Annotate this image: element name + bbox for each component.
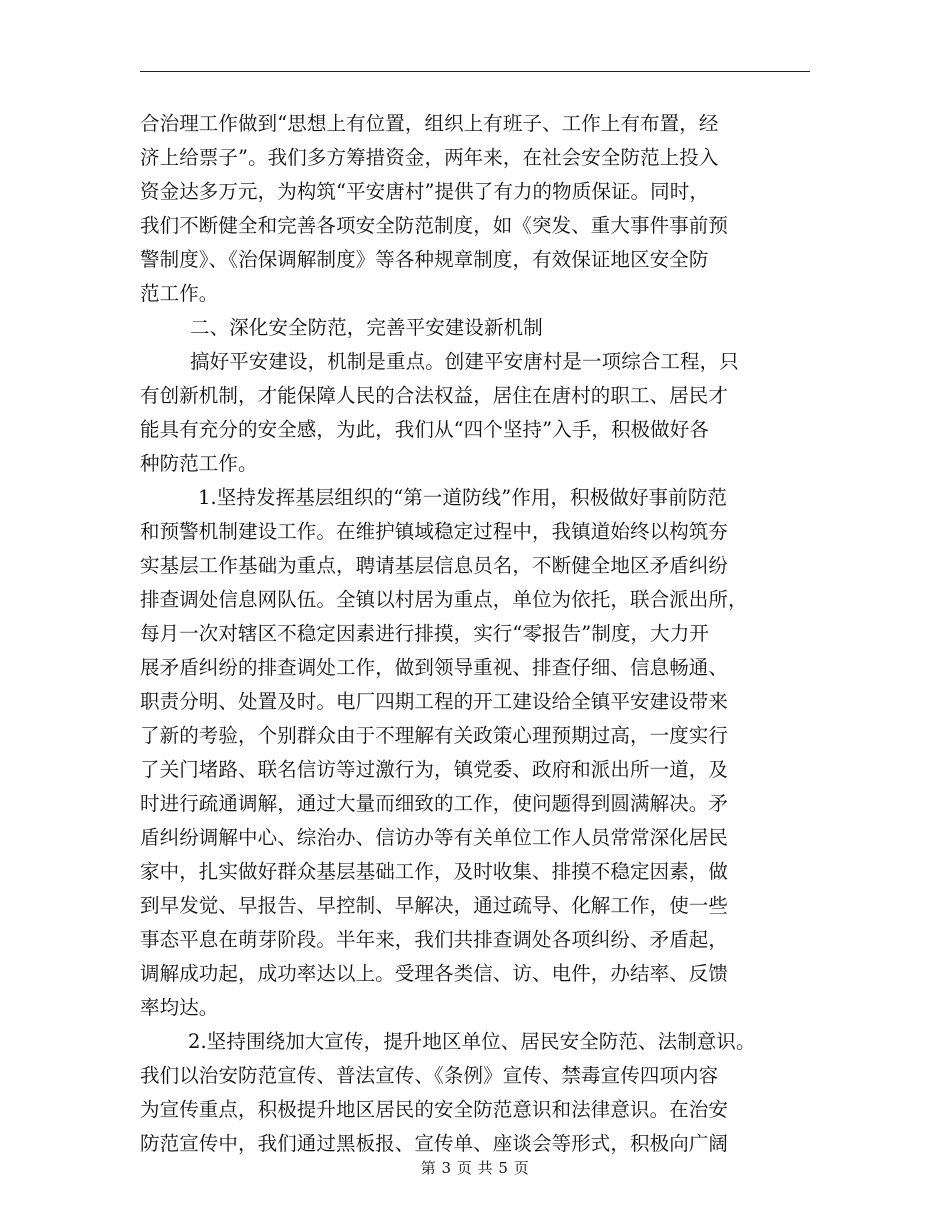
text-line: 排查调处信息网队伍。全镇以村居为重点，单位为依托，联合派出所， — [140, 588, 748, 611]
header-rule — [140, 71, 810, 72]
text-line: 时进行疏通调解，通过大量而细致的工作，使问题得到圆满解决。矛 — [140, 792, 729, 815]
section-heading: 二、深化安全防范，完善平安建设新机制 — [190, 316, 543, 339]
text-line: 和预警机制建设工作。在维护镇域稳定过程中，我镇道始终以构筑夯 — [140, 520, 729, 543]
text-line: 防范宣传中，我们通过黑板报、宣传单、座谈会等形式，积极向广阔 — [140, 1132, 729, 1155]
text-line: 到早发觉、早报告、早控制、早解决，通过疏导、化解工作，使一些 — [140, 894, 729, 917]
text-line: 每月一次对辖区不稳定因素进行排摸，实行“零报告”制度，大力开 — [140, 622, 709, 645]
text-line: 展矛盾纠纷的排查调处工作，做到领导重视、排查仔细、信息畅通、 — [140, 656, 729, 679]
text-line: 实基层工作基础为重点，聘请基层信息员名，不断健全地区矛盾纠纷 — [140, 554, 729, 577]
text-line: 我们以治安防范宣传、普法宣传、《条例》宣传、禁毒宣传四项内容 — [140, 1064, 719, 1087]
text-line: 家中，扎实做好群众基层基础工作，及时收集、排摸不稳定因素，做 — [140, 860, 729, 883]
text-line: 警制度》、《治保调解制度》等各种规章制度，有效保证地区安全防 — [140, 248, 709, 271]
text-line: 有创新机制，才能保障人民的合法权益，居住在唐村的职工、居民才 — [140, 384, 729, 407]
text-line: 事态平息在萌芽阶段。半年来，我们共排查调处各项纠纷、矛盾起， — [140, 928, 729, 951]
text-line: 职责分明、处置及时。电厂四期工程的开工建设给全镇平安建设带来 — [140, 690, 729, 713]
text-line: 2.坚持围绕加大宣传，提升地区单位、居民安全防范、法制意识。 — [188, 1030, 756, 1053]
text-line: 为宣传重点，积极提升地区居民的安全防范意识和法律意识。在治安 — [140, 1098, 729, 1121]
text-line: 搞好平安建设，机制是重点。创建平安唐村是一项综合工程，只 — [190, 350, 739, 373]
text-line: 我们不断健全和完善各项安全防范制度，如《突发、重大事件事前预 — [140, 214, 729, 237]
text-line: 了新的考验，个别群众由于不理解有关政策心理预期过高，一度实行 — [140, 724, 729, 747]
text-line: 能具有充分的安全感，为此，我们从“四个坚持”入手，积极做好各 — [140, 418, 709, 441]
text-line: 了关门堵路、联名信访等过激行为，镇党委、政府和派出所一道，及 — [140, 758, 729, 781]
text-line: 盾纠纷调解中心、综治办、信访办等有关单位工作人员常常深化居民 — [140, 826, 729, 849]
text-line: 资金达多万元，为构筑“平安唐村”提供了有力的物质保证。同时， — [140, 180, 709, 203]
text-line: 1.坚持发挥基层组织的“第一道防线”作用，积极做好事前防范 — [198, 486, 727, 509]
text-line: 济上给票子”。我们多方筹措资金，两年来，在社会安全防范上投入 — [140, 146, 719, 169]
text-line: 种防范工作。 — [140, 452, 258, 475]
page-number: 第 3 页 共 5 页 — [420, 1159, 530, 1177]
text-line: 调解成功起，成功率达以上。受理各类信、访、电件，办结率、反馈 — [140, 962, 729, 985]
text-line: 范工作。 — [140, 282, 219, 305]
text-line: 合治理工作做到“思想上有位置，组织上有班子、工作上有布置，经 — [140, 112, 719, 135]
text-line: 率均达。 — [140, 996, 219, 1019]
